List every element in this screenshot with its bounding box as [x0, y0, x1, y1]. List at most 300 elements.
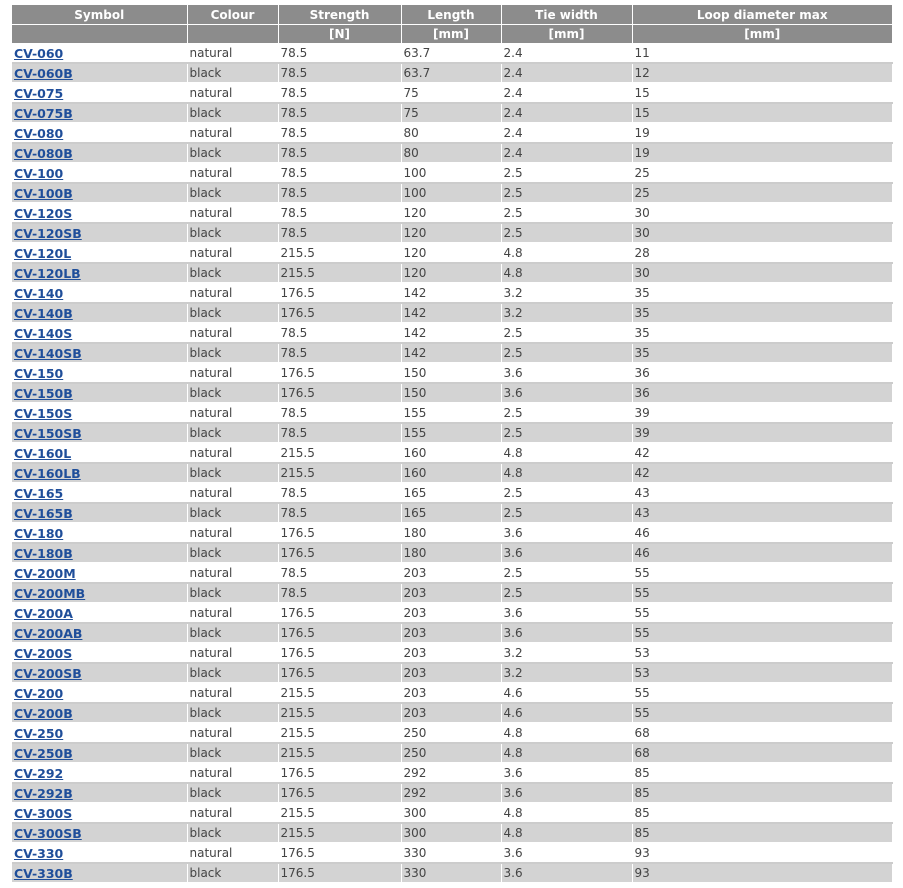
length-cell: 300 [401, 803, 501, 823]
colour-cell: black [187, 63, 278, 83]
symbol-cell [12, 483, 187, 503]
symbol-link[interactable]: CV-300SB [14, 825, 82, 841]
symbol-link[interactable]: CV-140SB [14, 345, 82, 361]
symbol-cell [12, 603, 187, 623]
symbol-link[interactable]: CV-200A [14, 605, 73, 621]
symbol-link[interactable]: CV-150S [14, 405, 73, 421]
table-row [12, 463, 892, 483]
loop-diameter-cell: 39 [632, 423, 892, 443]
tie-width-cell: 2.4 [501, 63, 632, 83]
length-cell: 80 [401, 143, 501, 163]
colour-cell: black [187, 223, 278, 243]
length-cell: 155 [401, 423, 501, 443]
table-row [12, 643, 892, 663]
strength-cell: 176.5 [278, 783, 401, 803]
loop-diameter-cell: 55 [632, 703, 892, 723]
loop-diameter-cell: 15 [632, 103, 892, 123]
colour-cell: natural [187, 203, 278, 223]
colour-cell: natural [187, 603, 278, 623]
symbol-link[interactable]: CV-180 [14, 525, 64, 541]
strength-cell: 215.5 [278, 463, 401, 483]
tie-width-cell: 2.4 [501, 123, 632, 143]
symbol-link[interactable]: CV-150 [14, 365, 64, 381]
strength-cell: 78.5 [278, 203, 401, 223]
symbol-link[interactable]: CV-075 [14, 85, 64, 101]
loop-diameter-cell: 35 [632, 323, 892, 343]
tie-width-cell: 3.6 [501, 603, 632, 623]
strength-cell: 215.5 [278, 823, 401, 843]
colour-cell: natural [187, 403, 278, 423]
colour-cell: natural [187, 843, 278, 863]
colour-cell: natural [187, 563, 278, 583]
symbol-link[interactable]: CV-120L [14, 245, 72, 261]
symbol-cell [12, 643, 187, 663]
symbol-link[interactable]: CV-075B [14, 105, 73, 121]
tie-width-cell: 4.8 [501, 463, 632, 483]
colour-cell: natural [187, 44, 278, 64]
colour-cell: natural [187, 763, 278, 783]
strength-cell: 78.5 [278, 583, 401, 603]
length-cell: 330 [401, 863, 501, 883]
symbol-link[interactable]: CV-140B [14, 305, 73, 321]
table-row [12, 703, 892, 723]
loop-diameter-cell: 55 [632, 623, 892, 643]
tie-width-cell: 4.8 [501, 263, 632, 283]
symbol-cell [12, 663, 187, 683]
colour-cell: natural [187, 723, 278, 743]
table-row [12, 383, 892, 403]
table-row [12, 483, 892, 503]
length-cell: 63.7 [401, 44, 501, 64]
loop-diameter-cell: 46 [632, 543, 892, 563]
colour-cell: natural [187, 643, 278, 663]
strength-cell: 176.5 [278, 843, 401, 863]
tie-width-cell: 3.2 [501, 283, 632, 303]
loop-diameter-cell: 93 [632, 843, 892, 863]
symbol-cell [12, 443, 187, 463]
symbol-cell [12, 503, 187, 523]
strength-cell: 176.5 [278, 643, 401, 663]
strength-cell: 78.5 [278, 83, 401, 103]
loop-diameter-cell: 43 [632, 483, 892, 503]
symbol-link[interactable]: CV-200AB [14, 625, 83, 641]
table-row [12, 523, 892, 543]
symbol-cell [12, 863, 187, 883]
symbol-link[interactable]: CV-250B [14, 745, 73, 761]
tie-width-cell: 3.2 [501, 663, 632, 683]
symbol-link[interactable]: CV-140S [14, 325, 73, 341]
colour-cell: natural [187, 83, 278, 103]
symbol-cell [12, 623, 187, 643]
length-cell: 203 [401, 563, 501, 583]
colour-cell: black [187, 823, 278, 843]
strength-cell: 176.5 [278, 763, 401, 783]
loop-diameter-cell: 85 [632, 803, 892, 823]
colour-cell: black [187, 583, 278, 603]
tie-width-cell: 2.5 [501, 423, 632, 443]
symbol-link[interactable]: CV-200MB [14, 585, 86, 601]
strength-cell: 78.5 [278, 63, 401, 83]
loop-diameter-cell: 42 [632, 463, 892, 483]
tie-width-cell: 3.6 [501, 543, 632, 563]
table-row [12, 44, 892, 64]
symbol-link[interactable]: CV-200M [14, 565, 76, 581]
strength-cell: 176.5 [278, 543, 401, 563]
symbol-cell [12, 44, 187, 64]
length-cell: 250 [401, 743, 501, 763]
strength-cell: 78.5 [278, 163, 401, 183]
tie-width-cell: 2.5 [501, 483, 632, 503]
length-cell: 180 [401, 523, 501, 543]
symbol-link[interactable]: CV-100 [14, 165, 64, 181]
table-row [12, 623, 892, 643]
loop-diameter-cell: 15 [632, 83, 892, 103]
table-row [12, 363, 892, 383]
strength-cell: 78.5 [278, 223, 401, 243]
tie-width-cell: 2.5 [501, 223, 632, 243]
tie-width-cell: 3.6 [501, 763, 632, 783]
tie-width-cell: 4.8 [501, 803, 632, 823]
length-cell: 100 [401, 183, 501, 203]
symbol-cell [12, 263, 187, 283]
loop-diameter-cell: 43 [632, 503, 892, 523]
symbol-cell [12, 383, 187, 403]
symbol-cell [12, 583, 187, 603]
table-row [12, 763, 892, 783]
colour-cell: black [187, 303, 278, 323]
symbol-cell [12, 683, 187, 703]
loop-diameter-cell: 25 [632, 183, 892, 203]
length-cell: 150 [401, 383, 501, 403]
symbol-link[interactable]: CV-330B [14, 865, 73, 881]
column-header-colour: Colour [187, 5, 278, 25]
colour-cell: black [187, 863, 278, 883]
symbol-link[interactable]: CV-120LB [14, 265, 81, 281]
symbol-link[interactable]: CV-300S [14, 805, 73, 821]
tie-width-cell: 2.5 [501, 403, 632, 423]
tie-width-cell: 4.6 [501, 683, 632, 703]
symbol-cell [12, 823, 187, 843]
unit-colour [187, 25, 278, 44]
tie-width-cell: 2.4 [501, 143, 632, 163]
strength-cell: 78.5 [278, 503, 401, 523]
length-cell: 75 [401, 103, 501, 123]
header-row [12, 5, 892, 25]
colour-cell: natural [187, 523, 278, 543]
strength-cell: 78.5 [278, 343, 401, 363]
cable-tie-spec-table [12, 5, 893, 884]
symbol-cell [12, 283, 187, 303]
tie-width-cell: 4.6 [501, 703, 632, 723]
length-cell: 203 [401, 683, 501, 703]
loop-diameter-cell: 46 [632, 523, 892, 543]
strength-cell: 78.5 [278, 563, 401, 583]
loop-diameter-cell: 85 [632, 763, 892, 783]
symbol-link[interactable]: CV-060 [14, 45, 64, 61]
length-cell: 120 [401, 203, 501, 223]
symbol-cell [12, 63, 187, 83]
length-cell: 150 [401, 363, 501, 383]
symbol-link[interactable]: CV-165B [14, 505, 73, 521]
colour-cell: black [187, 783, 278, 803]
tie-width-cell: 2.4 [501, 103, 632, 123]
colour-cell: black [187, 743, 278, 763]
table-row [12, 583, 892, 603]
strength-cell: 78.5 [278, 123, 401, 143]
tie-width-cell: 3.6 [501, 783, 632, 803]
tie-width-cell: 3.6 [501, 843, 632, 863]
strength-cell: 176.5 [278, 603, 401, 623]
colour-cell: black [187, 103, 278, 123]
tie-width-cell: 2.5 [501, 583, 632, 603]
symbol-cell [12, 563, 187, 583]
table-row [12, 163, 892, 183]
length-cell: 165 [401, 483, 501, 503]
length-cell: 292 [401, 763, 501, 783]
symbol-cell [12, 403, 187, 423]
symbol-link[interactable]: CV-100B [14, 185, 73, 201]
column-header-strength: Strength [278, 5, 401, 25]
symbol-link[interactable]: CV-120S [14, 205, 73, 221]
loop-diameter-cell: 19 [632, 123, 892, 143]
tie-width-cell: 2.4 [501, 44, 632, 64]
symbol-link[interactable]: CV-150B [14, 385, 73, 401]
strength-cell: 176.5 [278, 363, 401, 383]
symbol-cell [12, 783, 187, 803]
length-cell: 155 [401, 403, 501, 423]
length-cell: 120 [401, 263, 501, 283]
colour-cell: natural [187, 803, 278, 823]
symbol-link[interactable]: CV-150SB [14, 425, 82, 441]
loop-diameter-cell: 11 [632, 44, 892, 64]
tie-width-cell: 2.5 [501, 203, 632, 223]
symbol-cell [12, 763, 187, 783]
colour-cell: black [187, 423, 278, 443]
loop-diameter-cell: 55 [632, 603, 892, 623]
table-row [12, 143, 892, 163]
symbol-link[interactable]: CV-165 [14, 485, 64, 501]
length-cell: 250 [401, 723, 501, 743]
table-row [12, 83, 892, 103]
tie-width-cell: 3.2 [501, 643, 632, 663]
length-cell: 180 [401, 543, 501, 563]
symbol-cell [12, 143, 187, 163]
symbol-link[interactable]: CV-200S [14, 645, 73, 661]
strength-cell: 78.5 [278, 103, 401, 123]
colour-cell: natural [187, 163, 278, 183]
table-row [12, 503, 892, 523]
unit-strength: [N] [278, 25, 401, 44]
length-cell: 75 [401, 83, 501, 103]
loop-diameter-cell: 53 [632, 663, 892, 683]
colour-cell: black [187, 463, 278, 483]
table-row [12, 563, 892, 583]
strength-cell: 78.5 [278, 403, 401, 423]
tie-width-cell: 2.4 [501, 83, 632, 103]
colour-cell: black [187, 343, 278, 363]
strength-cell: 176.5 [278, 863, 401, 883]
table-row [12, 803, 892, 823]
table-row [12, 223, 892, 243]
colour-cell: black [187, 543, 278, 563]
column-header-tie-width: Tie width [501, 5, 632, 25]
symbol-link[interactable]: CV-160L [14, 445, 72, 461]
loop-diameter-cell: 55 [632, 583, 892, 603]
symbol-cell [12, 363, 187, 383]
tie-width-cell: 4.8 [501, 743, 632, 763]
symbol-cell [12, 743, 187, 763]
symbol-link[interactable]: CV-120SB [14, 225, 82, 241]
strength-cell: 176.5 [278, 663, 401, 683]
table-row [12, 263, 892, 283]
tie-width-cell: 3.6 [501, 363, 632, 383]
symbol-cell [12, 463, 187, 483]
loop-diameter-cell: 93 [632, 863, 892, 883]
symbol-cell [12, 123, 187, 143]
loop-diameter-cell: 35 [632, 343, 892, 363]
symbol-link[interactable]: CV-060B [14, 65, 73, 81]
tie-width-cell: 4.8 [501, 443, 632, 463]
tie-width-cell: 2.5 [501, 323, 632, 343]
symbol-link[interactable]: CV-080B [14, 145, 73, 161]
strength-cell: 176.5 [278, 303, 401, 323]
tie-width-cell: 2.5 [501, 563, 632, 583]
strength-cell: 215.5 [278, 683, 401, 703]
symbol-link[interactable]: CV-200B [14, 705, 73, 721]
strength-cell: 215.5 [278, 263, 401, 283]
colour-cell: black [187, 263, 278, 283]
strength-cell: 78.5 [278, 183, 401, 203]
strength-cell: 176.5 [278, 623, 401, 643]
symbol-cell [12, 243, 187, 263]
loop-diameter-cell: 28 [632, 243, 892, 263]
table-body [12, 44, 892, 884]
unit-loop-diameter: [mm] [632, 25, 892, 44]
symbol-link[interactable]: CV-292 [14, 765, 64, 781]
colour-cell: black [187, 503, 278, 523]
table-row [12, 423, 892, 443]
loop-diameter-cell: 35 [632, 303, 892, 323]
strength-cell: 215.5 [278, 803, 401, 823]
column-header-symbol: Symbol [12, 5, 187, 25]
colour-cell: natural [187, 683, 278, 703]
symbol-link[interactable]: CV-200SB [14, 665, 82, 681]
loop-diameter-cell: 85 [632, 823, 892, 843]
tie-width-cell: 3.6 [501, 523, 632, 543]
tie-width-cell: 4.8 [501, 243, 632, 263]
strength-cell: 176.5 [278, 283, 401, 303]
tie-width-cell: 4.8 [501, 723, 632, 743]
loop-diameter-cell: 12 [632, 63, 892, 83]
colour-cell: natural [187, 123, 278, 143]
symbol-cell [12, 423, 187, 443]
symbol-cell [12, 843, 187, 863]
loop-diameter-cell: 30 [632, 203, 892, 223]
strength-cell: 215.5 [278, 443, 401, 463]
strength-cell: 78.5 [278, 323, 401, 343]
length-cell: 120 [401, 243, 501, 263]
colour-cell: natural [187, 363, 278, 383]
loop-diameter-cell: 55 [632, 563, 892, 583]
loop-diameter-cell: 42 [632, 443, 892, 463]
symbol-cell [12, 723, 187, 743]
table-row [12, 823, 892, 843]
symbol-cell [12, 543, 187, 563]
length-cell: 142 [401, 343, 501, 363]
length-cell: 203 [401, 623, 501, 643]
colour-cell: natural [187, 443, 278, 463]
symbol-link[interactable]: CV-250 [14, 725, 64, 741]
unit-symbol [12, 25, 187, 44]
table-row [12, 783, 892, 803]
tie-width-cell: 3.6 [501, 863, 632, 883]
length-cell: 142 [401, 323, 501, 343]
length-cell: 203 [401, 583, 501, 603]
table-row [12, 343, 892, 363]
strength-cell: 215.5 [278, 723, 401, 743]
length-cell: 63.7 [401, 63, 501, 83]
length-cell: 80 [401, 123, 501, 143]
length-cell: 203 [401, 643, 501, 663]
loop-diameter-cell: 53 [632, 643, 892, 663]
symbol-cell [12, 103, 187, 123]
loop-diameter-cell: 36 [632, 383, 892, 403]
column-header-loop-diameter: Loop diameter max [632, 5, 892, 25]
table-row [12, 243, 892, 263]
strength-cell: 215.5 [278, 703, 401, 723]
colour-cell: natural [187, 323, 278, 343]
loop-diameter-cell: 39 [632, 403, 892, 423]
symbol-cell [12, 203, 187, 223]
symbol-link[interactable]: CV-080 [14, 125, 64, 141]
symbol-cell [12, 343, 187, 363]
colour-cell: black [187, 383, 278, 403]
length-cell: 160 [401, 443, 501, 463]
unit-length: [mm] [401, 25, 501, 44]
tie-width-cell: 4.8 [501, 823, 632, 843]
length-cell: 300 [401, 823, 501, 843]
loop-diameter-cell: 30 [632, 263, 892, 283]
loop-diameter-cell: 85 [632, 783, 892, 803]
symbol-link[interactable]: CV-140 [14, 285, 64, 301]
colour-cell: natural [187, 483, 278, 503]
loop-diameter-cell: 68 [632, 743, 892, 763]
symbol-link[interactable]: CV-180B [14, 545, 73, 561]
symbol-link[interactable]: CV-330 [14, 845, 64, 861]
tie-width-cell: 2.5 [501, 503, 632, 523]
symbol-link[interactable]: CV-292B [14, 785, 73, 801]
table-row [12, 63, 892, 83]
units-row [12, 25, 892, 44]
table-row [12, 303, 892, 323]
tie-width-cell: 2.5 [501, 183, 632, 203]
colour-cell: black [187, 183, 278, 203]
table-row [12, 203, 892, 223]
tie-width-cell: 3.6 [501, 383, 632, 403]
table-row [12, 743, 892, 763]
strength-cell: 215.5 [278, 243, 401, 263]
strength-cell: 78.5 [278, 143, 401, 163]
symbol-cell [12, 183, 187, 203]
symbol-link[interactable]: CV-200 [14, 685, 64, 701]
length-cell: 100 [401, 163, 501, 183]
tie-width-cell: 2.5 [501, 343, 632, 363]
table-row [12, 123, 892, 143]
column-header-length: Length [401, 5, 501, 25]
table-row [12, 443, 892, 463]
table-row [12, 103, 892, 123]
symbol-link[interactable]: CV-160LB [14, 465, 81, 481]
